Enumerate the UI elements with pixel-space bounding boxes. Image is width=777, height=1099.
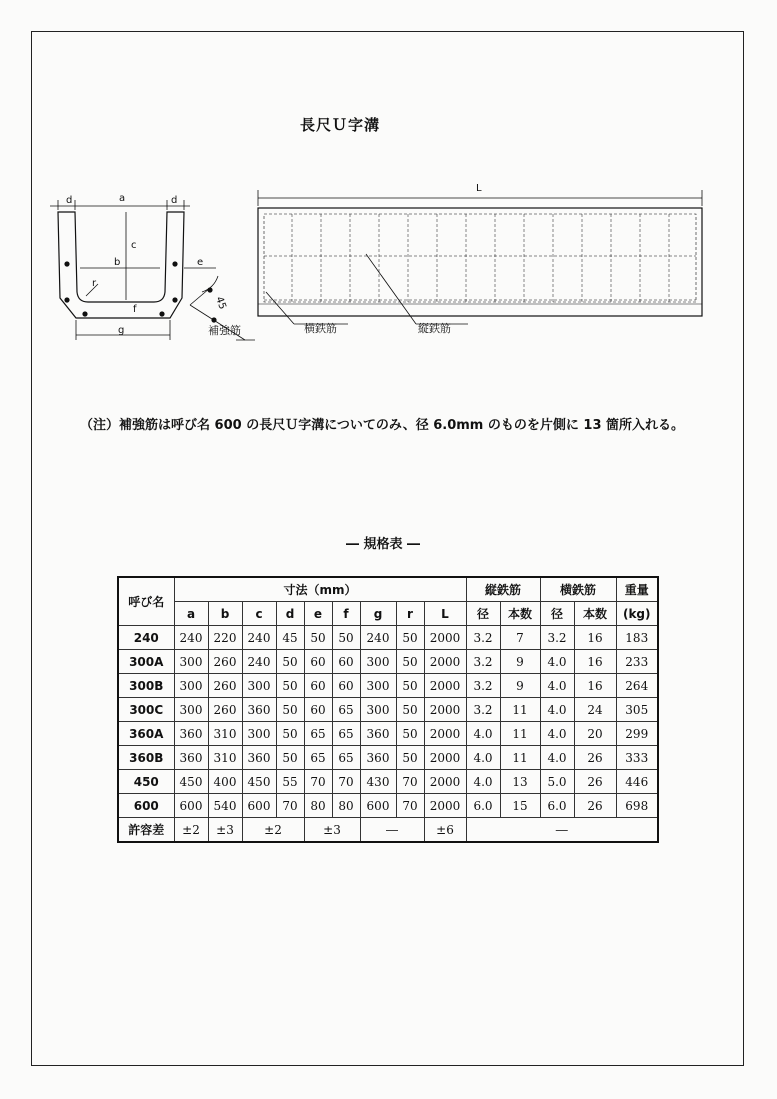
table-cell: 2000 <box>424 794 466 818</box>
table-cell: 2000 <box>424 674 466 698</box>
row-name-cell: 360B <box>118 746 174 770</box>
table-cell: 24 <box>574 698 616 722</box>
spec-table <box>117 576 659 843</box>
tolerance-ef: ±3 <box>304 818 360 843</box>
table-cell: 360 <box>242 746 276 770</box>
dim-r: r <box>92 278 97 289</box>
table-cell: 3.2 <box>466 626 500 650</box>
tolerance-a: ±2 <box>174 818 208 843</box>
table-cell: 4.0 <box>540 674 574 698</box>
table-cell: 360 <box>242 698 276 722</box>
dim-L: L <box>476 183 482 194</box>
table-cell: 50 <box>276 650 304 674</box>
table-cell: 20 <box>574 722 616 746</box>
table-cell: 26 <box>574 794 616 818</box>
table-cell: 60 <box>332 674 360 698</box>
dim-f: f <box>133 304 137 315</box>
row-name-cell: 240 <box>118 626 174 650</box>
label-reinforcement: 補強筋 <box>208 324 241 337</box>
col-header-long-count: 本数 <box>500 602 540 626</box>
table-cell: 16 <box>574 650 616 674</box>
table-cell: 360 <box>174 746 208 770</box>
table-cell: 4.0 <box>540 698 574 722</box>
table-cell: 6.0 <box>540 794 574 818</box>
tolerance-cd: ±2 <box>242 818 304 843</box>
dim-d-right: d <box>171 195 178 206</box>
table-cell: 50 <box>396 626 424 650</box>
row-name-cell: 300C <box>118 698 174 722</box>
table-cell: 11 <box>500 698 540 722</box>
table-cell: 60 <box>304 674 332 698</box>
table-cell: 60 <box>304 698 332 722</box>
table-cell: 260 <box>208 674 242 698</box>
table-cell: 600 <box>360 794 396 818</box>
table-cell: 300 <box>360 650 396 674</box>
table-cell: 50 <box>276 746 304 770</box>
col-header-g: g <box>360 602 396 626</box>
table-cell: 300 <box>174 698 208 722</box>
table-cell: 4.0 <box>540 722 574 746</box>
table-cell: 220 <box>208 626 242 650</box>
col-header-weight-unit: (kg) <box>616 602 658 626</box>
table-cell: 65 <box>304 746 332 770</box>
table-cell: 9 <box>500 674 540 698</box>
table-cell: 360 <box>360 722 396 746</box>
table-cell: 9 <box>500 650 540 674</box>
label-transverse-bar: 横鉄筋 <box>304 322 337 335</box>
note-text: （注）補強筋は呼び名 600 の長尺Ｕ字溝についてのみ、径 6.0mm のものを片側に 13 箇所入れる。 <box>80 418 685 433</box>
table-cell: 50 <box>396 650 424 674</box>
table-cell: 400 <box>208 770 242 794</box>
table-cell: 3.2 <box>466 674 500 698</box>
tolerance-rest: ― <box>466 818 658 843</box>
table-cell: 333 <box>616 746 658 770</box>
table-cell: 50 <box>396 746 424 770</box>
table-row <box>118 794 658 818</box>
table-cell: 240 <box>242 626 276 650</box>
table-cell: 50 <box>396 674 424 698</box>
table-cell: 3.2 <box>466 650 500 674</box>
table-cell: 300 <box>174 674 208 698</box>
header-row-2 <box>118 602 658 626</box>
table-cell: 50 <box>276 698 304 722</box>
table-cell: 450 <box>174 770 208 794</box>
table-cell: 3.2 <box>540 626 574 650</box>
table-row <box>118 626 658 650</box>
table-cell: 5.0 <box>540 770 574 794</box>
table-row <box>118 770 658 794</box>
dim-b: b <box>114 257 121 268</box>
label-longitudinal-bar: 縦鉄筋 <box>418 322 451 335</box>
table-cell: 55 <box>276 770 304 794</box>
col-header-trans-count: 本数 <box>574 602 616 626</box>
table-cell: 299 <box>616 722 658 746</box>
table-cell: 4.0 <box>540 746 574 770</box>
table-cell: 2000 <box>424 722 466 746</box>
table-cell: 50 <box>396 698 424 722</box>
table-cell: 260 <box>208 698 242 722</box>
table-cell: 65 <box>304 722 332 746</box>
col-header-trans-dia: 径 <box>540 602 574 626</box>
table-cell: 300 <box>242 722 276 746</box>
col-header-weight: 重量 <box>616 577 658 602</box>
table-cell: 70 <box>276 794 304 818</box>
table-cell: 16 <box>574 674 616 698</box>
col-header-b: b <box>208 602 242 626</box>
table-cell: 60 <box>304 650 332 674</box>
table-cell: 2000 <box>424 770 466 794</box>
row-name-cell: 300B <box>118 674 174 698</box>
table-title: ― 規格表 ― <box>346 537 421 552</box>
table-cell: 300 <box>242 674 276 698</box>
table-cell: 698 <box>616 794 658 818</box>
col-header-r: r <box>396 602 424 626</box>
table-cell: 300 <box>360 698 396 722</box>
table-cell: 3.2 <box>466 698 500 722</box>
table-cell: 6.0 <box>466 794 500 818</box>
table-cell: 310 <box>208 722 242 746</box>
table-cell: 26 <box>574 770 616 794</box>
col-header-name: 呼び名 <box>118 577 174 626</box>
table-cell: 65 <box>332 698 360 722</box>
table-cell: 65 <box>332 722 360 746</box>
tolerance-b: ±3 <box>208 818 242 843</box>
table-row <box>118 650 658 674</box>
col-header-long-bar: 縦鉄筋 <box>466 577 540 602</box>
table-cell: 360 <box>174 722 208 746</box>
table-cell: 65 <box>332 746 360 770</box>
page-title: 長尺Ｕ字溝 <box>300 116 381 134</box>
col-header-a: a <box>174 602 208 626</box>
table-cell: 80 <box>332 794 360 818</box>
col-header-e: e <box>304 602 332 626</box>
table-cell: 2000 <box>424 626 466 650</box>
dim-g: g <box>118 325 125 336</box>
table-cell: 2000 <box>424 650 466 674</box>
row-name-cell: 450 <box>118 770 174 794</box>
tolerance-gr: ― <box>360 818 424 843</box>
table-cell: 70 <box>304 770 332 794</box>
dim-d-left: d <box>66 195 73 206</box>
table-cell: 264 <box>616 674 658 698</box>
table-cell: 80 <box>304 794 332 818</box>
table-row <box>118 698 658 722</box>
table-cell: 430 <box>360 770 396 794</box>
table-cell: 305 <box>616 698 658 722</box>
table-cell: 183 <box>616 626 658 650</box>
table-cell: 2000 <box>424 746 466 770</box>
tolerance-row <box>118 818 658 843</box>
col-header-L: L <box>424 602 466 626</box>
table-cell: 15 <box>500 794 540 818</box>
col-header-trans-bar: 横鉄筋 <box>540 577 616 602</box>
table-cell: 70 <box>332 770 360 794</box>
table-cell: 2000 <box>424 698 466 722</box>
col-header-c: c <box>242 602 276 626</box>
row-name-cell: 300A <box>118 650 174 674</box>
dim-c: c <box>131 240 137 251</box>
table-cell: 13 <box>500 770 540 794</box>
table-cell: 50 <box>332 626 360 650</box>
u-channel-drawing <box>40 180 720 350</box>
table-row <box>118 674 658 698</box>
row-name-cell: 600 <box>118 794 174 818</box>
table-cell: 310 <box>208 746 242 770</box>
side-view <box>258 190 702 324</box>
table-cell: 240 <box>242 650 276 674</box>
table-cell: 240 <box>360 626 396 650</box>
table-cell: 11 <box>500 722 540 746</box>
dim-e: e <box>197 257 204 268</box>
tolerance-label: 許容差 <box>118 818 174 843</box>
table-cell: 50 <box>304 626 332 650</box>
table-cell: 70 <box>396 770 424 794</box>
table-cell: 600 <box>242 794 276 818</box>
row-name-cell: 360A <box>118 722 174 746</box>
table-cell: 300 <box>360 674 396 698</box>
table-cell: 4.0 <box>466 746 500 770</box>
table-cell: 45 <box>276 626 304 650</box>
table-cell: 11 <box>500 746 540 770</box>
table-cell: 540 <box>208 794 242 818</box>
table-cell: 50 <box>396 722 424 746</box>
col-header-dims: 寸法（mm） <box>174 577 466 602</box>
table-cell: 4.0 <box>540 650 574 674</box>
table-cell: 70 <box>396 794 424 818</box>
dim-a: a <box>119 193 126 204</box>
tolerance-L: ±6 <box>424 818 466 843</box>
table-cell: 4.0 <box>466 770 500 794</box>
table-cell: 300 <box>174 650 208 674</box>
table-cell: 260 <box>208 650 242 674</box>
table-cell: 26 <box>574 746 616 770</box>
table-row <box>118 746 658 770</box>
table-cell: 16 <box>574 626 616 650</box>
table-cell: 50 <box>276 674 304 698</box>
table-cell: 450 <box>242 770 276 794</box>
table-cell: 60 <box>332 650 360 674</box>
dim-angle: 45 <box>213 295 228 311</box>
table-cell: 4.0 <box>466 722 500 746</box>
col-header-long-dia: 径 <box>466 602 500 626</box>
table-row <box>118 722 658 746</box>
table-cell: 600 <box>174 794 208 818</box>
cross-section <box>50 200 255 340</box>
table-cell: 233 <box>616 650 658 674</box>
table-body <box>118 626 658 818</box>
table-cell: 446 <box>616 770 658 794</box>
col-header-d: d <box>276 602 304 626</box>
table-cell: 240 <box>174 626 208 650</box>
table-cell: 7 <box>500 626 540 650</box>
header-row-1 <box>118 577 658 602</box>
table-cell: 360 <box>360 746 396 770</box>
col-header-f: f <box>332 602 360 626</box>
table-cell: 50 <box>276 722 304 746</box>
